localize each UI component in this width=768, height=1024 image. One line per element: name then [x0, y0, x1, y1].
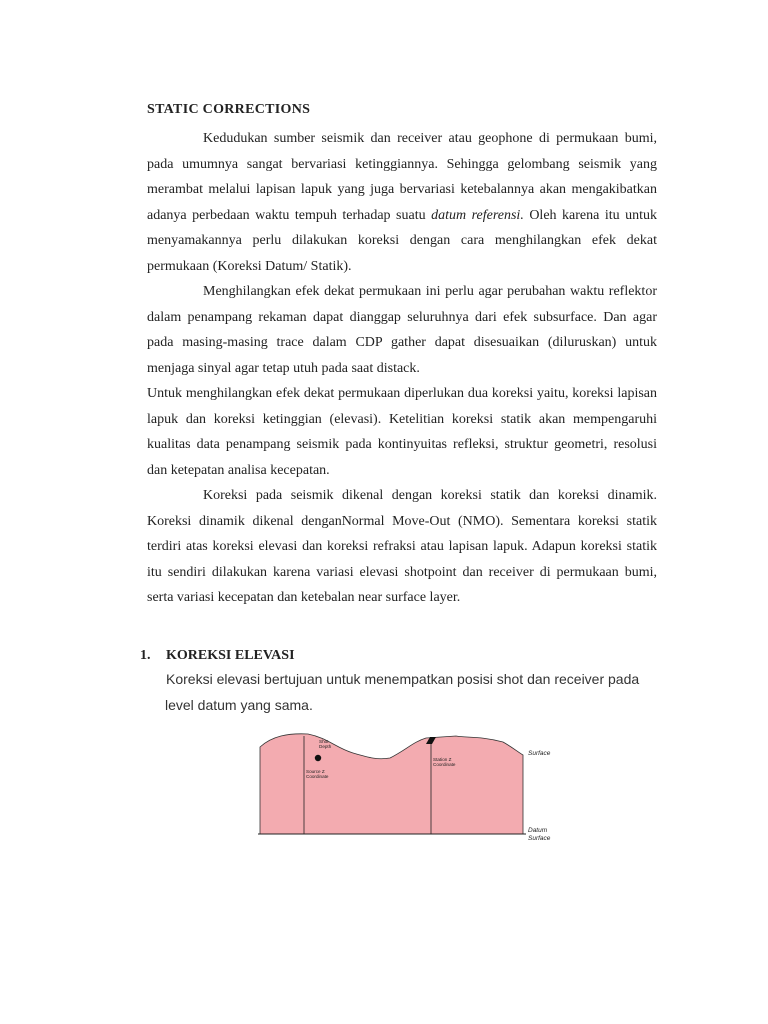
datum-surface-label-1: Datum	[528, 827, 548, 834]
paragraph-1-text-3: Oleh karena itu untuk menyamakannya perlu dilakukan koreksi dengan cara menghilangkan efek dekat permukaan (Koreksi Datum/ Statik).	[147, 207, 657, 274]
elevation-correction-diagram	[258, 728, 568, 846]
paragraph-4-text-1: Koreksi pada seismik dikenal dengan koreksi statik dan koreksi dinamik. Koreksi dinamik dikenal denganNormal Move-Out (NMO). Sementara koreksi statik terdiri atas koreksi elevasi dan koreksi refraksi atau lapisan lapuk. Adapun koreksi statik itu sendiri dilakukan karena variasi elevasi shotpoint dan receiver di permukaan bumi, serta variasi kecepatan dan ketebalan near surface layer.	[147, 488, 657, 605]
weathered-layer	[260, 734, 523, 834]
paragraph-1-text-2: datum referensi.	[431, 207, 524, 223]
section-heading	[140, 648, 295, 664]
source-z-label-1: Source Z	[306, 769, 325, 774]
paragraph-3-text-1: Untuk menghilangkan efek dekat permukaan diperlukan dua koreksi yaitu, koreksi lapisan lapuk dan koreksi ketinggian (elevasi). Ketelitian koreksi statik akan mempengaruhi kualitas data penampang seismik pada kontinyuitas refleksi, struktur geometri, resolusi dan ketepatan analisa kecepatan.	[147, 386, 657, 478]
station-z-label-2: Coordinate	[433, 762, 456, 767]
surface-label: Surface	[528, 750, 551, 757]
section-body	[166, 666, 656, 718]
station-z-label-1: Station Z	[433, 757, 452, 762]
paragraph-4	[147, 483, 657, 611]
document-title: STATIC CORRECTIONS	[147, 102, 311, 117]
diagram-svg	[258, 728, 568, 846]
body-text	[147, 126, 657, 611]
section-number: 1.	[140, 648, 151, 663]
paragraph-2-text-1: Menghilangkan efek dekat permukaan ini perlu agar perubahan waktu reflektor dalam penampang rekaman dapat dianggap seluruhnya dari efek subsurface. Dan agar pada masing-masing trace dalam CDP gather dapat disesuaikan (diluruskan) untuk menjaga sinyal agar tetap utuh pada saat distack.	[147, 284, 657, 376]
datum-surface-label-2: Surface	[528, 835, 551, 842]
paragraph-3	[147, 381, 657, 483]
shot-depth-label-2: Depth	[319, 744, 332, 749]
paragraph-1	[147, 126, 657, 279]
paragraph-1-text-1: Kedudukan sumber seismik dan receiver atau geophone di permukaan bumi, pada umumnya sangat bervariasi ketinggiannya. Sehingga gelombang seismik yang merambat melalui lapisan lapuk yang juga bervariasi ketebalannya akan mengakibatkan adanya perbedaan waktu tempuh terhadap suatu	[147, 131, 657, 223]
shot-point-icon	[315, 755, 321, 761]
section-heading-text: KOREKSI ELEVASI	[166, 648, 295, 663]
paragraph-2	[147, 279, 657, 381]
source-z-label-2: Coordinate	[306, 774, 329, 779]
section-body-line-2: level datum yang sama.	[165, 697, 313, 713]
section-body-line-1: Koreksi elevasi bertujuan untuk menempatkan posisi shot dan receiver pada	[166, 671, 640, 687]
shot-depth-label-1: Shot	[319, 739, 329, 744]
